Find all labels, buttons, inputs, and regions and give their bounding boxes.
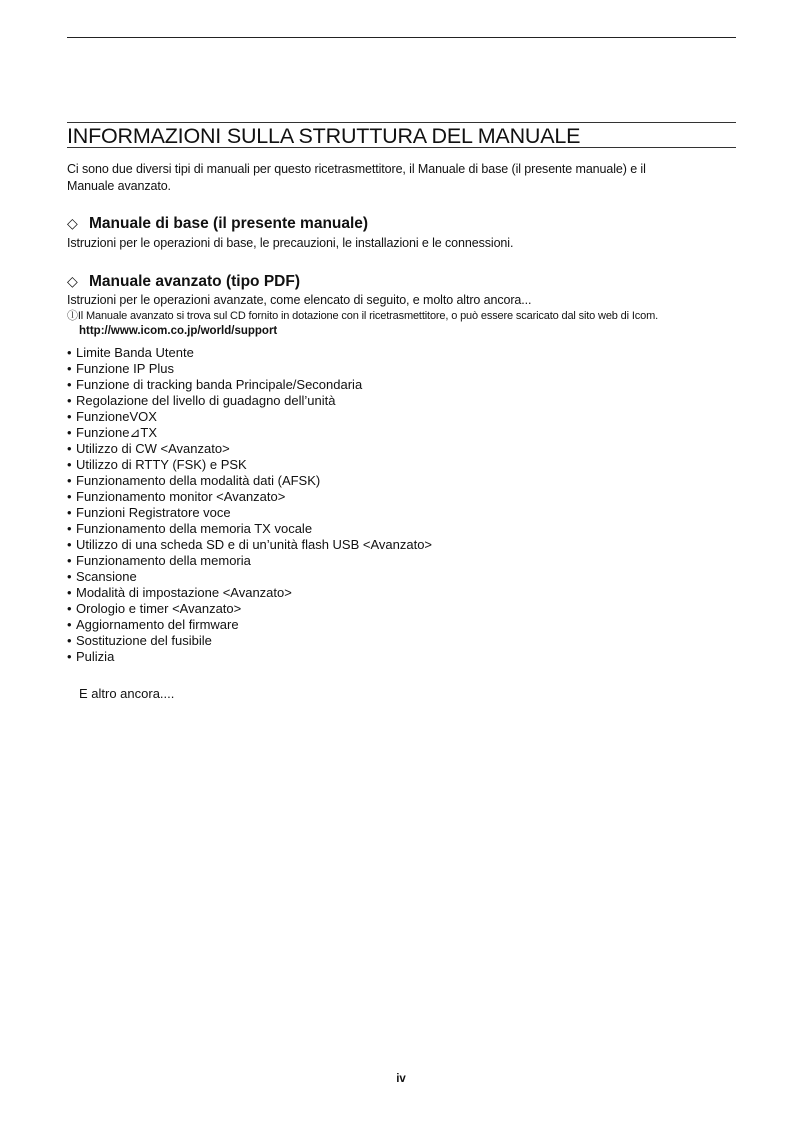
support-url-link[interactable]: http://www.icom.co.jp/world/support [79,325,278,337]
intro-line-2: Manuale avanzato. [67,179,171,193]
header-rule [67,37,736,38]
page-number: iv [396,1073,406,1085]
section-heading-advanced-text: Manuale avanzato (tipo PDF) [89,273,300,290]
info-icon: ⓛ [67,310,78,322]
more-text: E altro ancora.... [79,686,175,701]
feature-list-item: • FunzioneVOX [67,409,432,425]
diamond-icon: ◇ [67,273,78,289]
feature-list-item: • Funzione di tracking banda Principale/Secondaria [67,377,432,393]
feature-list-item: • Scansione [67,569,432,585]
feature-list-item: • Utilizzo di una scheda SD e di un’unità flash USB <Avanzato> [67,537,432,553]
feature-list-item: • Funzioni Registratore voce [67,505,432,521]
note-text: Il Manuale avanzato si trova sul CD fornito in dotazione con il ricetrasmettitore, o può essere scaricato dal sito web di Icom. [77,310,658,322]
section-heading-advanced-manual [67,272,300,291]
title-underline [67,147,736,148]
feature-list-item: • Funzionamento monitor <Avanzato> [67,489,432,505]
feature-list-item: • Limite Banda Utente [67,345,432,361]
section-heading-basic-manual [67,214,368,233]
section-heading-basic-text: Manuale di base (il presente manuale) [89,215,369,232]
page-title: INFORMAZIONI SULLA STRUTTURA DEL MANUALE [67,124,581,148]
feature-list-item: • Utilizzo di RTTY (FSK) e PSK [67,457,432,473]
title-top-rule [67,122,736,123]
feature-list-item: • Utilizzo di CW <Avanzato> [67,441,432,457]
feature-list-item: • Sostituzione del fusibile [67,633,432,649]
feature-list-item: • Funzionamento della modalità dati (AFSK) [67,473,432,489]
feature-list-item: • Regolazione del livello di guadagno dell’unità [67,393,432,409]
diamond-icon: ◇ [67,215,78,231]
feature-list-item: • Pulizia [67,649,432,665]
section-description-basic: Istruzioni per le operazioni di base, le precauzioni, le installazioni e le connessioni. [67,236,514,250]
advanced-manual-note [67,309,658,323]
intro-paragraph [67,161,727,195]
section-description-advanced: Istruzioni per le operazioni avanzate, come elencato di seguito, e molto altro ancora... [67,293,532,307]
feature-list-item: • Funzione IP Plus [67,361,432,377]
feature-list [67,345,432,665]
feature-list-item: • Funzionamento della memoria [67,553,432,569]
feature-list-item: • Aggiornamento del firmware [67,617,432,633]
feature-list-item: • Modalità di impostazione <Avanzato> [67,585,432,601]
feature-list-item: • Orologio e timer <Avanzato> [67,601,432,617]
intro-line-1: Ci sono due diversi tipi di manuali per questo ricetrasmettitore, il Manuale di base (il presente manuale) e il [67,162,646,176]
feature-list-item: • Funzionamento della memoria TX vocale [67,521,432,537]
feature-list-item: • Funzione⊿TX [67,425,432,441]
